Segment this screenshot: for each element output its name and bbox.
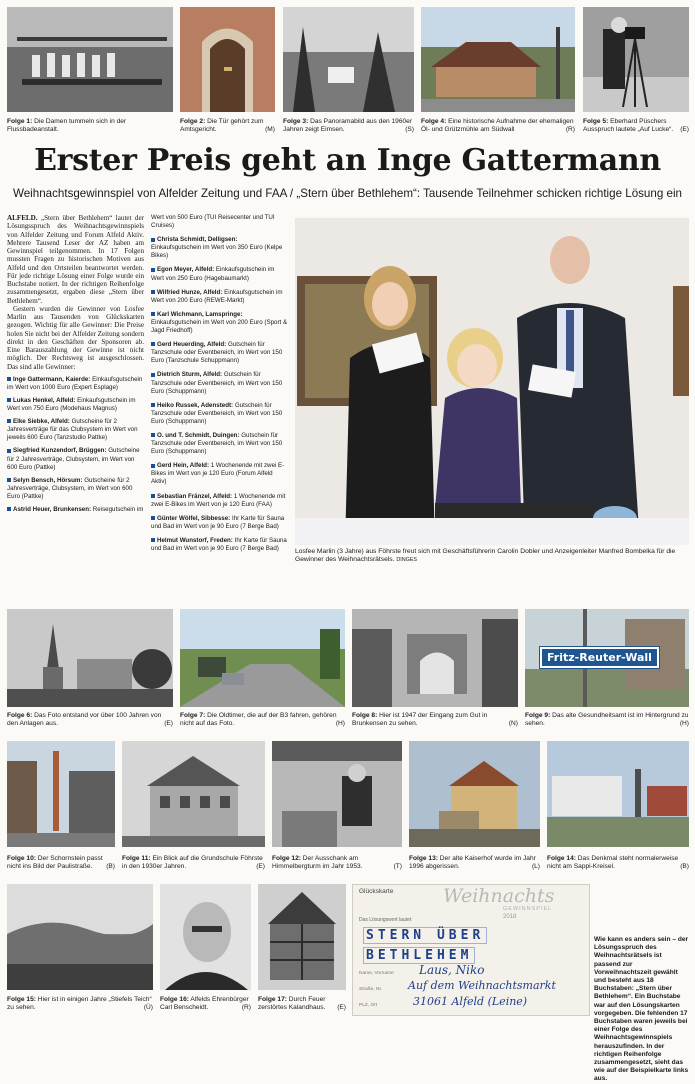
card-header: Glückskarte xyxy=(359,888,394,895)
winner-item: O. und T. Schmidt, Duingen: Gutschein für Tanzschule oder Eventbereich, im Wert von 150 Euro (Schuppmann) xyxy=(151,431,283,456)
winner-draw-illustration xyxy=(295,218,689,545)
old-town-church-illustration xyxy=(7,609,173,707)
caption-folge-11: Folge 11: Ein Blick auf die Grundschule Föhrste in den 1930er Jahren. (E) xyxy=(122,855,265,871)
photo-credit: DINGES xyxy=(396,557,418,564)
winner-item: Elke Siebke, Alfeld: Gutscheine für 2 Jahresverträge für das Clubsystem im Wert von jeweils 600 Euro (Tanzstudio Pattke) xyxy=(7,418,138,442)
article-paragraph-2: Gestern wurden die Gewinner von Losfee Marlin aus Tausenden von Glückskarten gezogen. Wichtig für alle Gewinner: Die Preise holen Sie nicht bei der Alfelder Zeitung sondern direkt in den Geschäften der Sponsoren ab. Eine Barauszahlung der Gewinne ist nicht möglich. Der Rechtsweg ist ausgeschlossen. Das sind alle Gewinner: xyxy=(7,304,144,371)
photo-folge-5 xyxy=(583,7,689,112)
kalandhaus-illustration xyxy=(258,884,346,990)
eimsen-panorama-illustration xyxy=(283,7,414,112)
winner-item: Helmut Wunstorf, Freden: Ihr Karte für Sauna und Bad im Wert von je 90 Euro (7 Berge Bad) xyxy=(151,536,287,552)
mill-illustration xyxy=(421,7,575,112)
winner-item: Karl Wichmann, Lamspringe: Einkaufsgutschein im Wert von 200 Euro (Sport & Jagd Friedhoff) xyxy=(151,310,288,335)
paulistrasse-illustration xyxy=(7,741,115,847)
info-box: Wie kann es anders sein – der Lösungsspruch des Weihnachtsrätsels ist passend zur Vorweihnachtszeit gewählt und besteht aus 18 Buchstaben: „Stern über Bethlehem“. Ein Buchstabe war auf den Lösungskarten vorgegeben. Die fehlenden 17 Buchstaben waren jeweils bei einer Folge des Weihnachtsgewinnspiels herauszufinden. In der richtigen Reihenfolge zusammengesetzt, sieht das wie auf der Beispielkarte links aus. xyxy=(594,936,689,1083)
caption-folge-8: Folge 8: Hier ist 1947 der Eingang zum Gut in Brunkensen zu sehen. (N) xyxy=(352,712,518,728)
article-paragraph-1: ALFELD. „Stern über Bethlehem“ lautet der Lösungsspruch des Weihnachtsgewinnspiels von Alfelder Zeitung und Forum Alfeld Aktiv. Mehrere Tausend Leser der AZ haben am Gewinnspiel teilgenommen. In 17 Folgen mussten Fragen zu historischen Motiven aus Alfeld und den Ortsteilen beantwortet werden. Für jede richtige Lösung einer Folge wurde ein Buchstabe notiert. In der richtigen Reihenfolge zusammengesetzt, ergaben diese „Stern über Bethlehem“. xyxy=(7,214,144,305)
kaiserhof-demolition-illustration xyxy=(409,741,540,847)
winner-item: Wilfried Hunze, Alfeld: Einkaufsgutschein im Wert von 200 Euro (REWE-Markt) xyxy=(151,288,283,304)
caption-folge-10: Folge 10: Der Schornstein passt nicht ins Bild der Paulistraße. (B) xyxy=(7,855,115,871)
caption-folge-5: Folge 5: Eberhard Püschers Ausspruch lautete „Auf Lucke“. (E) xyxy=(583,118,689,134)
photo-folge-15 xyxy=(7,884,153,990)
photo-folge-12 xyxy=(272,741,402,847)
photo-folge-2 xyxy=(180,7,275,112)
photo-folge-16 xyxy=(160,884,251,990)
winner-item: Egon Meyer, Alfeld: Einkaufsgutschein im Wert von 250 Euro (Hagebaumarkt) xyxy=(151,266,275,282)
winner-item: Gerd Heuerding, Alfeld: Gutschein für Tanzschule oder Eventbereich, im Wert von 150 Euro (Tanzschule Schuppmann) xyxy=(151,341,283,365)
caption-folge-7: Folge 7: Die Oldtimer, die auf der B3 fahren, gehören nicht auf das Foto. (H) xyxy=(180,712,345,728)
card-city-label: PLZ, Ort xyxy=(359,1003,378,1008)
card-year: 2018 xyxy=(503,914,517,920)
caption-folge-2: Folge 2: Die Tür gehört zum Amtsgericht. (M) xyxy=(180,118,275,134)
card-solution-row-2: BETHLEHEM xyxy=(363,947,475,964)
pond-landscape-illustration xyxy=(7,884,153,990)
caption-folge-16: Folge 16: Alfelds Ehrenbürger Carl Benscheidt. (R) xyxy=(160,996,251,1012)
tower-tavern-illustration xyxy=(272,741,402,847)
card-logo: Weihnachts xyxy=(443,885,555,907)
photo-folge-13 xyxy=(409,741,540,847)
article-column-1 xyxy=(7,214,144,514)
caption-folge-6: Folge 6: Das Foto entstand vor über 100 Jahren von den Anlagen aus. (E) xyxy=(7,712,173,728)
winner-item: Heiko Russek, Adenstedt: Gutschein für Tanzschule oder Eventbereich, im Wert von 150 Euro (Schuppmann) xyxy=(151,401,283,425)
caption-folge-14: Folge 14: Das Denkmal steht normalerweise nicht am Sappi-Kreisel. (B) xyxy=(547,855,689,871)
photo-folge-8 xyxy=(352,609,518,707)
photographer-illustration xyxy=(583,7,689,112)
winner-item: Sebastian Fränzel, Alfeld: 1 Wochenende mit zwei E-Bikes im Wert von je 120 Euro (FAA) xyxy=(151,492,286,508)
street-sign: Fritz-Reuter-Wall xyxy=(540,647,659,668)
winner-item: Günter Wölfel, Sibbesse: Ihr Karte für Sauna und Bad im Wert von je 90 Euro (7 Berge Bad) xyxy=(151,514,285,530)
main-photo xyxy=(295,218,689,545)
caption-folge-15: Folge 15: Hier ist in einigen Jahre „Stiefels Teich“ zu sehen. (Ü) xyxy=(7,996,153,1012)
courthouse-door-illustration xyxy=(180,7,275,112)
headline: Erster Preis geht an Inge Gattermann xyxy=(34,143,661,178)
winner-item: Astrid Heuer, Brunkensen: Reisegutschein im xyxy=(7,506,144,514)
card-city: 31061 Alfeld (Leine) xyxy=(413,995,528,1008)
caption-folge-9: Folge 9: Das alte Gesundheitsamt ist im Hintergrund zu sehen. (H) xyxy=(525,712,689,728)
winner-item: Inge Gattermann, Kaierde: Einkaufsgutschein im Wert von 1000 Euro (Expert Esplage) xyxy=(7,375,143,391)
winner-item: Christa Schmidt, Delligsen: Einkaufsgutschein im Wert von 350 Euro (Kelpe Bikes) xyxy=(151,236,283,260)
b3-oldtimers-illustration xyxy=(180,609,345,707)
photo-folge-4 xyxy=(421,7,575,112)
main-photo-caption: Losfee Marlin (3 Jahre) aus Föhrste freut sich mit Geschäftsführerin Carolin Dobler und Anzeigenleiter Manfred Bombelka für die Gewinner des Weihnachtsrätsels. DINGES xyxy=(295,548,676,564)
photo-folge-17 xyxy=(258,884,346,990)
caption-folge-17: Folge 17: Durch Feuer zerstörtes Kalandhaus. (E) xyxy=(258,996,346,1012)
card-name: Laus, Niko xyxy=(419,963,485,977)
caption-folge-12: Folge 12: Der Ausschank am Himmelbergturm im Jahr 1953. (T) xyxy=(272,855,402,871)
article-column-2 xyxy=(151,214,289,559)
subheadline: Weihnachtsgewinnspiel von Alfelder Zeitung und FAA / „Stern über Bethlehem“: Tausende Teilnehmer schicken richtige Lösung ein xyxy=(13,187,682,200)
portrait-benscheidt-illustration xyxy=(160,884,251,990)
card-solution-label: Das Lösungswort lautet xyxy=(359,917,412,923)
winner-item: Dietrich Sturm, Alfeld: Gutschein für Tanzschule oder Eventbereich, im Wert von 150 Euro (Schuppmann) xyxy=(151,371,283,395)
caption-folge-4: Folge 4: Eine historische Aufnahme der ehemaligen Öl- und Grützmühle am Südwall (R) xyxy=(421,118,575,134)
monument-illustration xyxy=(547,741,689,847)
winner-item: Siegfried Kunzendorf, Brüggen: Gutscheine für 2 Jahresverträge, Clubsystem, im Wert von 600 Euro (Pattke) xyxy=(7,447,140,471)
photo-folge-1 xyxy=(7,7,173,112)
caption-folge-13: Folge 13: Der alte Kaiserhof wurde im Jahr 1996 abgerissen. (L) xyxy=(409,855,540,871)
photo-folge-9 xyxy=(525,609,689,707)
card-street: Auf dem Weihnachtsmarkt xyxy=(408,979,556,992)
winners-list-1 xyxy=(7,376,144,514)
photo-folge-3 xyxy=(283,7,414,112)
card-logo-sub: GEWINNSPIEL xyxy=(503,906,553,912)
winner-item: Lukas Henkel, Alfeld: Einkaufsgutschein im Wert von 750 Euro (Modehaus Magnus) xyxy=(7,396,136,413)
caption-folge-1: Folge 1: Die Damen tummeln sich in der Flussbadeanstalt. xyxy=(7,118,127,134)
dateline: ALFELD. xyxy=(7,214,38,222)
photo-folge-6 xyxy=(7,609,173,707)
winner-item: Gerd Hein, Alfeld: 1 Wochenende mit zwei E-Bikes im Wert von je 120 Euro (Forum Alfeld Aktiv) xyxy=(151,462,285,486)
sample-lottery-card xyxy=(352,884,590,1016)
school-foehrste-illustration xyxy=(122,741,265,847)
caption-folge-3: Folge 3: Das Panoramabild aus den 1960er Jahren zeigt Eimsen. (S) xyxy=(283,118,414,134)
card-street-label: Straße, Nr. xyxy=(359,987,383,992)
bathing-ladies-illustration xyxy=(7,7,173,112)
estate-gate-illustration xyxy=(352,609,518,707)
winner-continuation: Wert von 500 Euro (TUI Reisecenter und TUI Cruises) xyxy=(151,214,275,230)
photo-folge-14 xyxy=(547,741,689,847)
card-solution-row-1: STERN ÜBER xyxy=(363,927,487,944)
winner-item: Selyn Bensch, Hörsum: Gutscheine für 2 Jahresverträge, Clubsystem, im Wert von 600 Euro (Pattke) xyxy=(7,476,133,500)
photo-folge-10 xyxy=(7,741,115,847)
photo-folge-11 xyxy=(122,741,265,847)
photo-folge-7 xyxy=(180,609,345,707)
card-name-label: Name, Vorname xyxy=(359,971,394,976)
